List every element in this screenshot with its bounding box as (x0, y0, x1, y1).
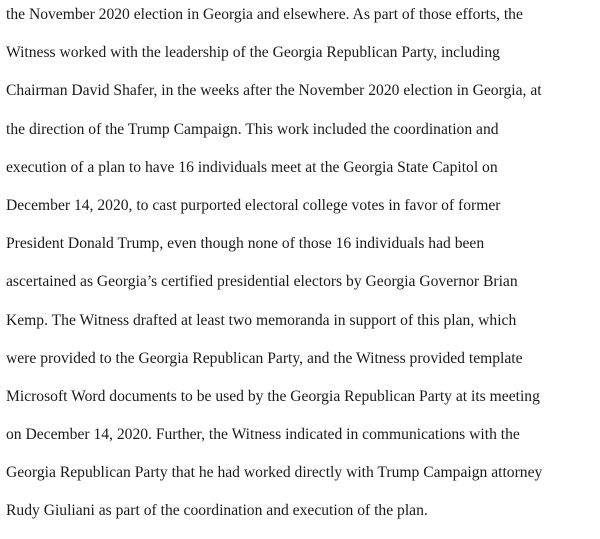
paragraph (6, 4, 596, 539)
text-line-11: Microsoft Word documents to be used by the Georgia Republican Party at its meeting (6, 387, 540, 405)
text-line-3: Chairman David Shafer, in the weeks after the November 2020 election in Georgia, at (6, 82, 542, 100)
text-line-6: December 14, 2020, to cast purported electoral college votes in favor of former (6, 196, 501, 214)
text-line-13: Georgia Republican Party that he had worked directly with Trump Campaign attorney (6, 464, 543, 482)
text-line-9: Kemp. The Witness drafted at least two memoranda in support of this plan, which (6, 311, 517, 329)
text-line-5: execution of a plan to have 16 individuals meet at the Georgia State Capitol on (6, 158, 498, 176)
text-line-2: Witness worked with the leadership of the Georgia Republican Party, including (6, 44, 500, 62)
text-line-12: on December 14, 2020. Further, the Witness indicated in communications with the (6, 426, 520, 444)
text-line-8: ascertained as Georgia’s certified presidential electors by Georgia Governor Brian (6, 273, 518, 291)
text-line-10: were provided to the Georgia Republican Party, and the Witness provided template (6, 349, 523, 367)
text-line-7: President Donald Trump, even though none of those 16 individuals had been (6, 235, 485, 253)
text-line-1: the November 2020 election in Georgia and elsewhere. As part of those efforts, the (6, 6, 523, 23)
text-line-4: the direction of the Trump Campaign. This work included the coordination and (6, 120, 499, 138)
text-line-14: Rudy Giuliani as part of the coordination and execution of the plan. (6, 502, 428, 520)
